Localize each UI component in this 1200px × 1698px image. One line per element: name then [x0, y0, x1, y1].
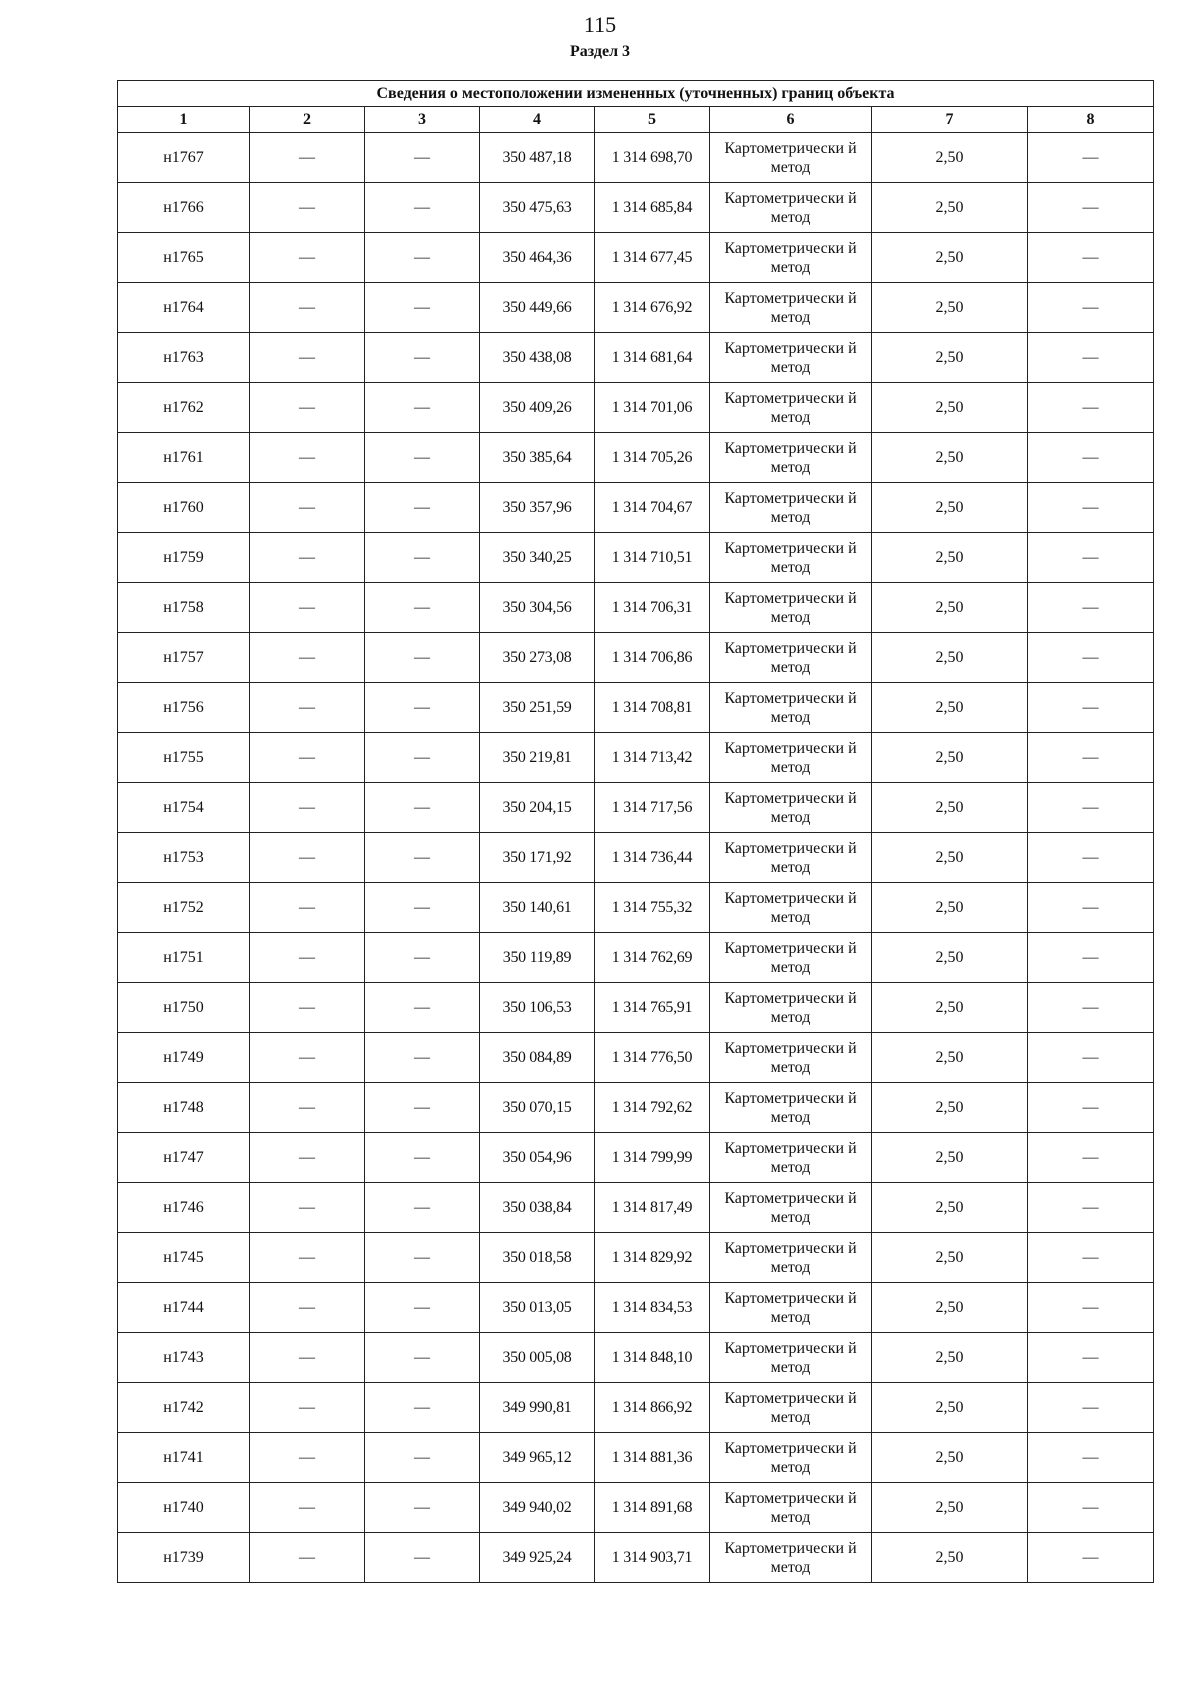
accuracy-cell: 2,50 — [872, 933, 1028, 983]
table-row — [118, 533, 1154, 583]
coordinate-x-cell: 349 965,12 — [480, 1433, 595, 1483]
coordinate-x-cell: 349 925,24 — [480, 1533, 595, 1583]
accuracy-cell: 2,50 — [872, 283, 1028, 333]
coordinate-x-cell: 350 140,61 — [480, 883, 595, 933]
coordinate-x-cell: 350 013,05 — [480, 1283, 595, 1333]
accuracy-cell: 2,50 — [872, 733, 1028, 783]
coordinate-y-cell: 1 314 706,31 — [595, 583, 710, 633]
coordinate-x-cell: 350 018,58 — [480, 1233, 595, 1283]
point-id-cell: н1758 — [118, 583, 250, 633]
point-id-cell: н1763 — [118, 333, 250, 383]
accuracy-cell: 2,50 — [872, 1083, 1028, 1133]
empty-value-cell: — — [250, 533, 365, 583]
empty-value-cell: — — [250, 883, 365, 933]
point-id-cell: н1759 — [118, 533, 250, 583]
coordinate-y-cell: 1 314 677,45 — [595, 233, 710, 283]
accuracy-cell: 2,50 — [872, 183, 1028, 233]
empty-value-cell: — — [250, 583, 365, 633]
empty-value-cell: — — [365, 983, 480, 1033]
table-row — [118, 1233, 1154, 1283]
coordinate-y-cell: 1 314 829,92 — [595, 1233, 710, 1283]
point-id-cell: н1753 — [118, 833, 250, 883]
coordinate-x-cell: 350 385,64 — [480, 433, 595, 483]
point-id-cell: н1760 — [118, 483, 250, 533]
empty-value-cell: — — [1028, 1533, 1154, 1583]
accuracy-cell: 2,50 — [872, 433, 1028, 483]
method-cell: Картометрически й метод — [710, 1133, 872, 1183]
coordinate-x-cell: 350 070,15 — [480, 1083, 595, 1133]
empty-value-cell: — — [250, 233, 365, 283]
empty-value-cell: — — [250, 1483, 365, 1533]
method-cell: Картометрически й метод — [710, 1283, 872, 1333]
empty-value-cell: — — [365, 1483, 480, 1533]
empty-value-cell: — — [250, 733, 365, 783]
coordinate-y-cell: 1 314 736,44 — [595, 833, 710, 883]
point-id-cell: н1756 — [118, 683, 250, 733]
accuracy-cell: 2,50 — [872, 633, 1028, 683]
table-row — [118, 433, 1154, 483]
empty-value-cell: — — [1028, 183, 1154, 233]
point-id-cell: н1742 — [118, 1383, 250, 1433]
table-row — [118, 683, 1154, 733]
empty-value-cell: — — [365, 583, 480, 633]
method-cell: Картометрически й метод — [710, 583, 872, 633]
coordinate-y-cell: 1 314 708,81 — [595, 683, 710, 733]
table-row — [118, 883, 1154, 933]
method-cell: Картометрически й метод — [710, 883, 872, 933]
table-row — [118, 283, 1154, 333]
empty-value-cell: — — [365, 683, 480, 733]
point-id-cell: н1762 — [118, 383, 250, 433]
table-row — [118, 383, 1154, 433]
column-number: 3 — [365, 107, 480, 133]
empty-value-cell: — — [1028, 783, 1154, 833]
coordinate-y-cell: 1 314 755,32 — [595, 883, 710, 933]
empty-value-cell: — — [1028, 983, 1154, 1033]
empty-value-cell: — — [365, 833, 480, 883]
empty-value-cell: — — [1028, 1383, 1154, 1433]
method-cell: Картометрически й метод — [710, 933, 872, 983]
coordinate-y-cell: 1 314 817,49 — [595, 1183, 710, 1233]
empty-value-cell: — — [1028, 333, 1154, 383]
empty-value-cell: — — [1028, 233, 1154, 283]
point-id-cell: н1755 — [118, 733, 250, 783]
empty-value-cell: — — [250, 983, 365, 1033]
coordinate-y-cell: 1 314 717,56 — [595, 783, 710, 833]
table-row — [118, 1183, 1154, 1233]
coordinate-x-cell: 350 304,56 — [480, 583, 595, 633]
coordinate-y-cell: 1 314 704,67 — [595, 483, 710, 533]
empty-value-cell: — — [1028, 1483, 1154, 1533]
coordinate-y-cell: 1 314 698,70 — [595, 133, 710, 183]
empty-value-cell: — — [365, 633, 480, 683]
empty-value-cell: — — [250, 1233, 365, 1283]
column-number: 7 — [872, 107, 1028, 133]
table-caption-row — [118, 81, 1154, 107]
point-id-cell: н1764 — [118, 283, 250, 333]
accuracy-cell: 2,50 — [872, 833, 1028, 883]
point-id-cell: н1741 — [118, 1433, 250, 1483]
empty-value-cell: — — [365, 433, 480, 483]
table-row — [118, 933, 1154, 983]
method-cell: Картометрически й метод — [710, 1433, 872, 1483]
table-row — [118, 233, 1154, 283]
point-id-cell: н1744 — [118, 1283, 250, 1333]
table-caption: Сведения о местоположении измененных (уточненных) границ объекта — [118, 81, 1154, 107]
empty-value-cell: — — [1028, 283, 1154, 333]
coordinate-x-cell: 350 409,26 — [480, 383, 595, 433]
point-id-cell: н1766 — [118, 183, 250, 233]
coordinate-y-cell: 1 314 848,10 — [595, 1333, 710, 1383]
empty-value-cell: — — [250, 683, 365, 733]
empty-value-cell: — — [1028, 1283, 1154, 1333]
accuracy-cell: 2,50 — [872, 683, 1028, 733]
accuracy-cell: 2,50 — [872, 533, 1028, 583]
table-row — [118, 1333, 1154, 1383]
coordinate-x-cell: 350 251,59 — [480, 683, 595, 733]
accuracy-cell: 2,50 — [872, 1233, 1028, 1283]
coordinate-x-cell: 350 106,53 — [480, 983, 595, 1033]
column-number: 2 — [250, 107, 365, 133]
accuracy-cell: 2,50 — [872, 783, 1028, 833]
coordinate-x-cell: 350 054,96 — [480, 1133, 595, 1183]
coordinate-y-cell: 1 314 710,51 — [595, 533, 710, 583]
accuracy-cell: 2,50 — [872, 1533, 1028, 1583]
coordinate-x-cell: 350 084,89 — [480, 1033, 595, 1083]
empty-value-cell: — — [250, 1083, 365, 1133]
empty-value-cell: — — [1028, 483, 1154, 533]
empty-value-cell: — — [250, 383, 365, 433]
accuracy-cell: 2,50 — [872, 1133, 1028, 1183]
table-row — [118, 1133, 1154, 1183]
empty-value-cell: — — [1028, 1233, 1154, 1283]
accuracy-cell: 2,50 — [872, 1033, 1028, 1083]
page-number: 115 — [583, 12, 617, 37]
empty-value-cell: — — [250, 1183, 365, 1233]
table-row — [118, 183, 1154, 233]
empty-value-cell: — — [1028, 1183, 1154, 1233]
point-id-cell: н1739 — [118, 1533, 250, 1583]
coordinate-x-cell: 350 464,36 — [480, 233, 595, 283]
empty-value-cell: — — [1028, 933, 1154, 983]
empty-value-cell: — — [365, 1283, 480, 1333]
empty-value-cell: — — [365, 1333, 480, 1383]
method-cell: Картометрически й метод — [710, 1083, 872, 1133]
point-id-cell: н1754 — [118, 783, 250, 833]
table-row — [118, 333, 1154, 383]
empty-value-cell: — — [365, 133, 480, 183]
empty-value-cell: — — [1028, 533, 1154, 583]
empty-value-cell: — — [365, 883, 480, 933]
method-cell: Картометрически й метод — [710, 1383, 872, 1433]
coordinate-y-cell: 1 314 713,42 — [595, 733, 710, 783]
coordinate-x-cell: 350 340,25 — [480, 533, 595, 583]
empty-value-cell: — — [365, 283, 480, 333]
column-number-row — [118, 107, 1154, 133]
empty-value-cell: — — [1028, 833, 1154, 883]
coordinate-x-cell: 350 171,92 — [480, 833, 595, 883]
empty-value-cell: — — [365, 1133, 480, 1183]
point-id-cell: н1747 — [118, 1133, 250, 1183]
empty-value-cell: — — [365, 333, 480, 383]
method-cell: Картометрически й метод — [710, 1483, 872, 1533]
empty-value-cell: — — [1028, 1083, 1154, 1133]
empty-value-cell: — — [250, 183, 365, 233]
coordinate-x-cell: 350 357,96 — [480, 483, 595, 533]
coordinate-y-cell: 1 314 762,69 — [595, 933, 710, 983]
empty-value-cell: — — [365, 233, 480, 283]
empty-value-cell: — — [250, 1333, 365, 1383]
column-number: 8 — [1028, 107, 1154, 133]
empty-value-cell: — — [365, 183, 480, 233]
coordinate-x-cell: 350 273,08 — [480, 633, 595, 683]
method-cell: Картометрически й метод — [710, 433, 872, 483]
accuracy-cell: 2,50 — [872, 983, 1028, 1033]
method-cell: Картометрически й метод — [710, 833, 872, 883]
empty-value-cell: — — [250, 1533, 365, 1583]
empty-value-cell: — — [250, 333, 365, 383]
empty-value-cell: — — [250, 933, 365, 983]
method-cell: Картометрически й метод — [710, 183, 872, 233]
table-row — [118, 633, 1154, 683]
empty-value-cell: — — [1028, 733, 1154, 783]
method-cell: Картометрически й метод — [710, 333, 872, 383]
table-row — [118, 1383, 1154, 1433]
table-row — [118, 833, 1154, 883]
method-cell: Картометрически й метод — [710, 283, 872, 333]
method-cell: Картометрически й метод — [710, 133, 872, 183]
table-row — [118, 1483, 1154, 1533]
column-number: 1 — [118, 107, 250, 133]
empty-value-cell: — — [365, 1033, 480, 1083]
empty-value-cell: — — [1028, 683, 1154, 733]
method-cell: Картометрически й метод — [710, 1183, 872, 1233]
coordinate-x-cell: 350 204,15 — [480, 783, 595, 833]
accuracy-cell: 2,50 — [872, 1283, 1028, 1333]
coordinate-x-cell: 350 005,08 — [480, 1333, 595, 1383]
accuracy-cell: 2,50 — [872, 1333, 1028, 1383]
column-number: 6 — [710, 107, 872, 133]
coordinate-y-cell: 1 314 776,50 — [595, 1033, 710, 1083]
coordinate-y-cell: 1 314 881,36 — [595, 1433, 710, 1483]
empty-value-cell: — — [1028, 633, 1154, 683]
point-id-cell: н1750 — [118, 983, 250, 1033]
empty-value-cell: — — [365, 1383, 480, 1433]
empty-value-cell: — — [365, 933, 480, 983]
accuracy-cell: 2,50 — [872, 233, 1028, 283]
method-cell: Картометрически й метод — [710, 383, 872, 433]
coordinate-y-cell: 1 314 866,92 — [595, 1383, 710, 1433]
point-id-cell: н1765 — [118, 233, 250, 283]
method-cell: Картометрически й метод — [710, 1233, 872, 1283]
table-row — [118, 133, 1154, 183]
empty-value-cell: — — [1028, 433, 1154, 483]
point-id-cell: н1746 — [118, 1183, 250, 1233]
coordinate-x-cell: 350 119,89 — [480, 933, 595, 983]
point-id-cell: н1749 — [118, 1033, 250, 1083]
coordinate-y-cell: 1 314 676,92 — [595, 283, 710, 333]
point-id-cell: н1767 — [118, 133, 250, 183]
method-cell: Картометрически й метод — [710, 1333, 872, 1383]
method-cell: Картометрически й метод — [710, 983, 872, 1033]
table-row — [118, 583, 1154, 633]
empty-value-cell: — — [250, 433, 365, 483]
empty-value-cell: — — [250, 283, 365, 333]
accuracy-cell: 2,50 — [872, 583, 1028, 633]
column-number: 5 — [595, 107, 710, 133]
point-id-cell: н1748 — [118, 1083, 250, 1133]
empty-value-cell: — — [250, 1283, 365, 1333]
table-row — [118, 1083, 1154, 1133]
coordinate-x-cell: 349 990,81 — [480, 1383, 595, 1433]
empty-value-cell: — — [1028, 1033, 1154, 1083]
empty-value-cell: — — [250, 783, 365, 833]
empty-value-cell: — — [1028, 383, 1154, 433]
accuracy-cell: 2,50 — [872, 483, 1028, 533]
empty-value-cell: — — [250, 1033, 365, 1083]
coordinate-x-cell: 350 038,84 — [480, 1183, 595, 1233]
point-id-cell: н1743 — [118, 1333, 250, 1383]
point-id-cell: н1751 — [118, 933, 250, 983]
method-cell: Картометрически й метод — [710, 683, 872, 733]
method-cell: Картометрически й метод — [710, 483, 872, 533]
empty-value-cell: — — [365, 783, 480, 833]
empty-value-cell: — — [365, 1233, 480, 1283]
table-row — [118, 1533, 1154, 1583]
coordinate-y-cell: 1 314 706,86 — [595, 633, 710, 683]
empty-value-cell: — — [365, 1533, 480, 1583]
coordinate-y-cell: 1 314 685,84 — [595, 183, 710, 233]
point-id-cell: н1745 — [118, 1233, 250, 1283]
coordinate-y-cell: 1 314 701,06 — [595, 383, 710, 433]
table-row — [118, 483, 1154, 533]
table-row — [118, 1033, 1154, 1083]
method-cell: Картометрически й метод — [710, 533, 872, 583]
empty-value-cell: — — [1028, 1333, 1154, 1383]
coordinate-y-cell: 1 314 799,99 — [595, 1133, 710, 1183]
point-id-cell: н1757 — [118, 633, 250, 683]
empty-value-cell: — — [1028, 1133, 1154, 1183]
accuracy-cell: 2,50 — [872, 1483, 1028, 1533]
empty-value-cell: — — [1028, 133, 1154, 183]
method-cell: Картометрически й метод — [710, 633, 872, 683]
empty-value-cell: — — [250, 1133, 365, 1183]
point-id-cell: н1740 — [118, 1483, 250, 1533]
empty-value-cell: — — [1028, 583, 1154, 633]
empty-value-cell: — — [1028, 1433, 1154, 1483]
table-body — [118, 133, 1154, 1583]
coordinate-y-cell: 1 314 705,26 — [595, 433, 710, 483]
empty-value-cell: — — [365, 533, 480, 583]
accuracy-cell: 2,50 — [872, 383, 1028, 433]
method-cell: Картометрически й метод — [710, 783, 872, 833]
coordinate-x-cell: 350 438,08 — [480, 333, 595, 383]
section-title: Раздел 3 — [569, 43, 631, 60]
empty-value-cell: — — [365, 1433, 480, 1483]
empty-value-cell: — — [250, 1383, 365, 1433]
empty-value-cell: — — [365, 733, 480, 783]
table-row — [118, 783, 1154, 833]
coordinate-y-cell: 1 314 792,62 — [595, 1083, 710, 1133]
empty-value-cell: — — [365, 1183, 480, 1233]
empty-value-cell: — — [250, 633, 365, 683]
empty-value-cell: — — [250, 483, 365, 533]
table-row — [118, 1283, 1154, 1333]
coordinate-x-cell: 350 219,81 — [480, 733, 595, 783]
empty-value-cell: — — [365, 483, 480, 533]
accuracy-cell: 2,50 — [872, 1383, 1028, 1433]
coordinate-y-cell: 1 314 903,71 — [595, 1533, 710, 1583]
point-id-cell: н1752 — [118, 883, 250, 933]
coordinate-x-cell: 350 475,63 — [480, 183, 595, 233]
accuracy-cell: 2,50 — [872, 133, 1028, 183]
accuracy-cell: 2,50 — [872, 1183, 1028, 1233]
empty-value-cell: — — [365, 383, 480, 433]
empty-value-cell: — — [365, 1083, 480, 1133]
coordinate-y-cell: 1 314 681,64 — [595, 333, 710, 383]
coordinate-y-cell: 1 314 765,91 — [595, 983, 710, 1033]
method-cell: Картометрически й метод — [710, 1033, 872, 1083]
table-row — [118, 983, 1154, 1033]
accuracy-cell: 2,50 — [872, 333, 1028, 383]
empty-value-cell: — — [250, 1433, 365, 1483]
coordinate-y-cell: 1 314 834,53 — [595, 1283, 710, 1333]
table-row — [118, 1433, 1154, 1483]
accuracy-cell: 2,50 — [872, 883, 1028, 933]
coordinate-x-cell: 350 449,66 — [480, 283, 595, 333]
coordinate-y-cell: 1 314 891,68 — [595, 1483, 710, 1533]
empty-value-cell: — — [250, 133, 365, 183]
empty-value-cell: — — [1028, 883, 1154, 933]
method-cell: Картометрически й метод — [710, 733, 872, 783]
boundary-coordinates-table — [117, 80, 1154, 1583]
accuracy-cell: 2,50 — [872, 1433, 1028, 1483]
method-cell: Картометрически й метод — [710, 233, 872, 283]
point-id-cell: н1761 — [118, 433, 250, 483]
coordinate-x-cell: 349 940,02 — [480, 1483, 595, 1533]
empty-value-cell: — — [250, 833, 365, 883]
method-cell: Картометрически й метод — [710, 1533, 872, 1583]
coordinate-x-cell: 350 487,18 — [480, 133, 595, 183]
table-row — [118, 733, 1154, 783]
column-number: 4 — [480, 107, 595, 133]
